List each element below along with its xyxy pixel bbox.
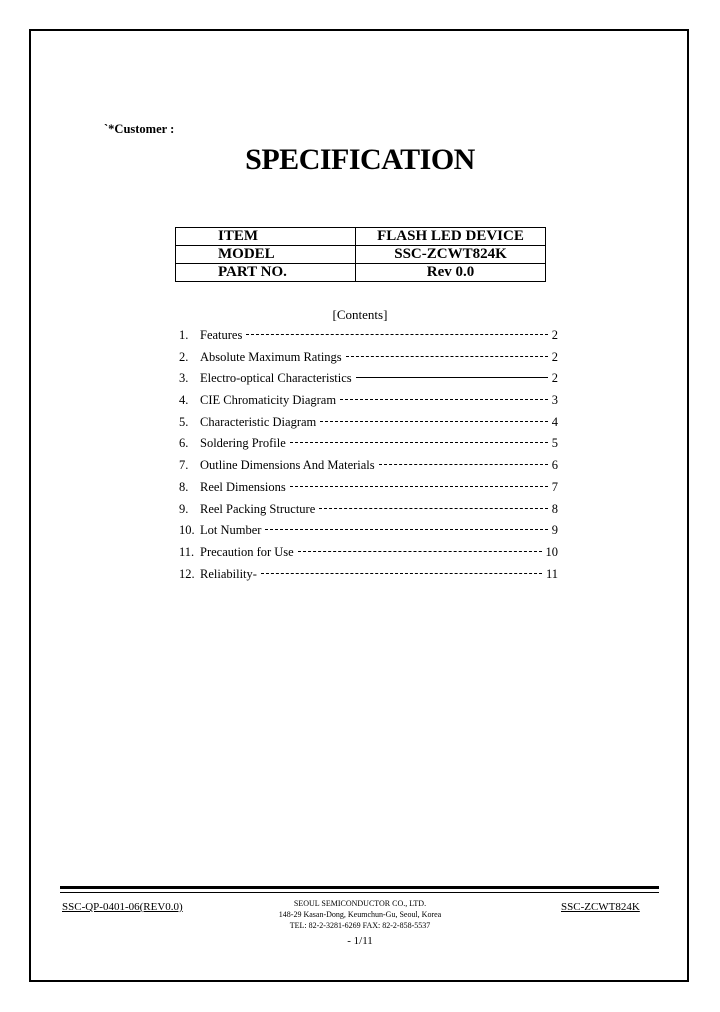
table-row xyxy=(176,246,546,264)
footer-company: SEOUL SEMICONDUCTOR CO., LTD. xyxy=(293,899,427,908)
info-key: MODEL xyxy=(176,246,356,264)
info-key: ITEM xyxy=(176,228,356,246)
toc-item[interactable] xyxy=(179,393,558,415)
toc-leader xyxy=(320,421,547,422)
toc-page: 6 xyxy=(551,458,558,473)
toc-label: Outline Dimensions And Materials xyxy=(200,458,375,473)
toc-number: 1. xyxy=(179,328,189,342)
toc-number: 10. xyxy=(179,523,195,538)
table-row xyxy=(176,264,546,282)
customer-label: `*Customer : xyxy=(104,122,175,136)
toc-number: 5. xyxy=(179,414,189,429)
footer-contact: TEL: 82-2-3281-6269 FAX: 82-2-858-5537 xyxy=(289,921,431,930)
toc-page: 5 xyxy=(551,436,558,451)
toc-leader xyxy=(356,377,548,378)
toc-leader xyxy=(246,334,547,335)
toc-label: Reel Dimensions xyxy=(200,479,286,494)
table-of-contents xyxy=(179,328,558,588)
info-value: Rev 0.0 xyxy=(356,264,546,282)
toc-item[interactable] xyxy=(179,436,558,458)
toc-number: 12. xyxy=(179,566,195,581)
page-title: SPECIFICATION xyxy=(245,143,475,176)
toc-item[interactable] xyxy=(179,545,558,567)
contents-heading: [Contents] xyxy=(332,307,388,322)
toc-page: 11 xyxy=(545,566,558,581)
toc-leader xyxy=(290,442,548,443)
toc-leader xyxy=(298,551,542,552)
footer-part-number: SSC-ZCWT824K xyxy=(561,901,640,913)
toc-leader xyxy=(261,573,542,574)
toc-item[interactable] xyxy=(179,350,558,372)
toc-item[interactable] xyxy=(179,371,558,393)
table-row xyxy=(176,228,546,246)
toc-item[interactable] xyxy=(179,502,558,524)
toc-item[interactable] xyxy=(179,415,558,437)
toc-label: Electro-optical Characteristics xyxy=(200,371,352,386)
toc-label: Reel Packing Structure xyxy=(200,501,316,516)
toc-number: 11. xyxy=(179,544,195,559)
toc-page: 7 xyxy=(551,479,558,494)
toc-leader xyxy=(265,529,547,530)
footer-address: 148-29 Kasan-Dong, Keumchun-Gu, Seoul, Korea xyxy=(278,910,442,919)
footer-divider-thin xyxy=(60,892,659,893)
toc-leader xyxy=(290,486,548,487)
toc-page: 10 xyxy=(545,544,558,559)
toc-item[interactable] xyxy=(179,328,558,350)
toc-label: Characteristic Diagram xyxy=(200,414,317,429)
toc-page: 2 xyxy=(551,371,558,386)
toc-label: Reliability- xyxy=(200,566,257,581)
toc-label: Precaution for Use xyxy=(200,544,294,559)
toc-item[interactable] xyxy=(179,567,558,589)
toc-number: 4. xyxy=(179,393,189,408)
toc-label: Features xyxy=(200,328,243,342)
toc-label: CIE Chromaticity Diagram xyxy=(200,393,337,408)
footer-doc-code: SSC-QP-0401-06(REV0.0) xyxy=(62,901,183,913)
toc-number: 9. xyxy=(179,501,189,516)
toc-leader xyxy=(340,399,548,400)
toc-page: 4 xyxy=(551,414,558,429)
toc-label: Soldering Profile xyxy=(200,436,286,451)
toc-number: 8. xyxy=(179,479,189,494)
info-table xyxy=(175,227,546,282)
toc-page: 2 xyxy=(551,349,558,364)
toc-item[interactable] xyxy=(179,523,558,545)
toc-leader xyxy=(319,508,548,509)
info-key: PART NO. xyxy=(176,264,356,282)
toc-page: 8 xyxy=(551,501,558,516)
toc-item[interactable] xyxy=(179,458,558,480)
toc-page: 9 xyxy=(551,523,558,538)
toc-number: 6. xyxy=(179,436,189,451)
info-value: SSC-ZCWT824K xyxy=(356,246,546,264)
toc-leader xyxy=(346,356,548,357)
toc-number: 3. xyxy=(179,371,189,386)
toc-number: 2. xyxy=(179,349,189,364)
toc-label: Lot Number xyxy=(200,523,262,538)
info-value: FLASH LED DEVICE xyxy=(356,228,546,246)
toc-leader xyxy=(379,464,548,465)
toc-page: 3 xyxy=(551,393,558,408)
toc-number: 7. xyxy=(179,458,189,473)
toc-label: Absolute Maximum Ratings xyxy=(200,349,342,364)
toc-page: 2 xyxy=(551,328,558,342)
footer-divider-thick xyxy=(60,886,659,889)
toc-item[interactable] xyxy=(179,480,558,502)
footer-page-number: - 1/11 xyxy=(347,935,373,947)
